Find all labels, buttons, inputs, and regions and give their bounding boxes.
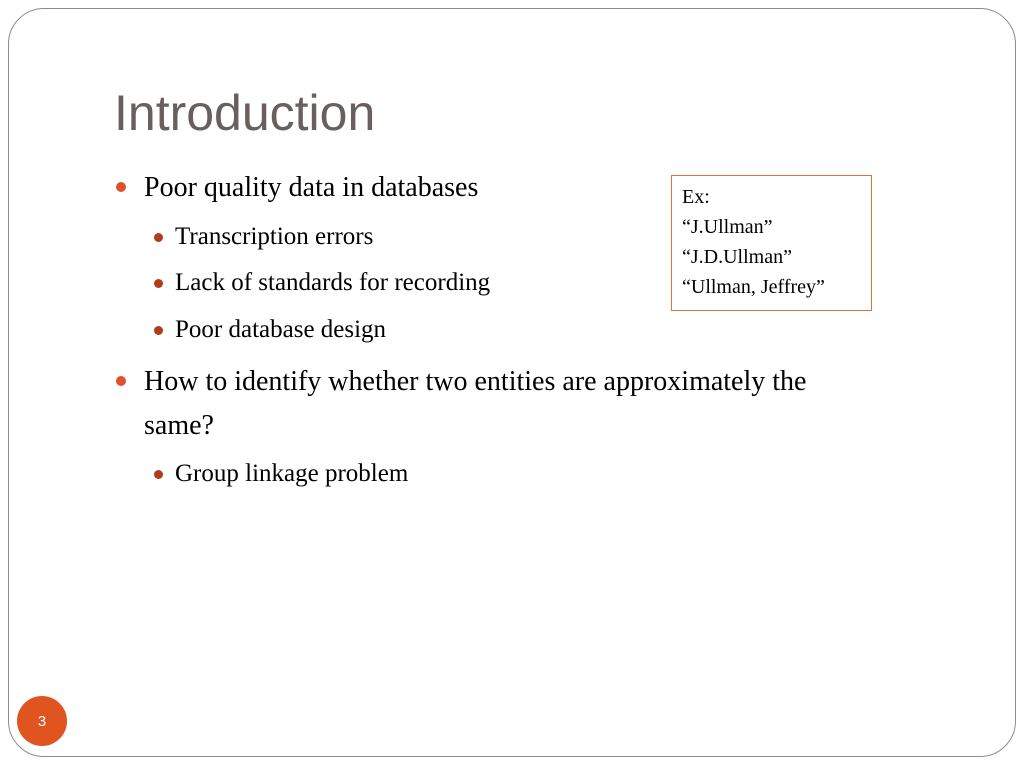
example-line: “J.D.Ullman” [682,246,792,268]
example-line: “J.Ullman” [682,216,773,238]
bullet-dot [116,182,126,192]
sub-bullet-item: Lack of standards for recording [175,269,491,296]
sub-bullet-item: Transcription errors [175,223,374,250]
sub-bullet-item: Poor database design [175,316,387,343]
sub-bullet-dot [154,233,163,242]
bullet-item-line1: How to identify whether two entities are approximately the [144,366,807,397]
example-line: Ex: [682,186,710,208]
bullet-dot [116,376,126,386]
sub-bullet-dot [154,326,163,335]
sub-bullet-item: Group linkage problem [175,460,409,487]
page-number-badge: 3 [17,696,67,746]
slide-title: Introduction [114,85,376,141]
sub-bullet-dot [154,470,163,479]
bullet-item-line2: same? [144,410,214,441]
example-box [671,175,872,311]
example-line: “Ullman, Jeffrey” [682,276,825,298]
sub-bullet-dot [154,279,163,288]
bullet-item: Poor quality data in databases [144,172,479,203]
